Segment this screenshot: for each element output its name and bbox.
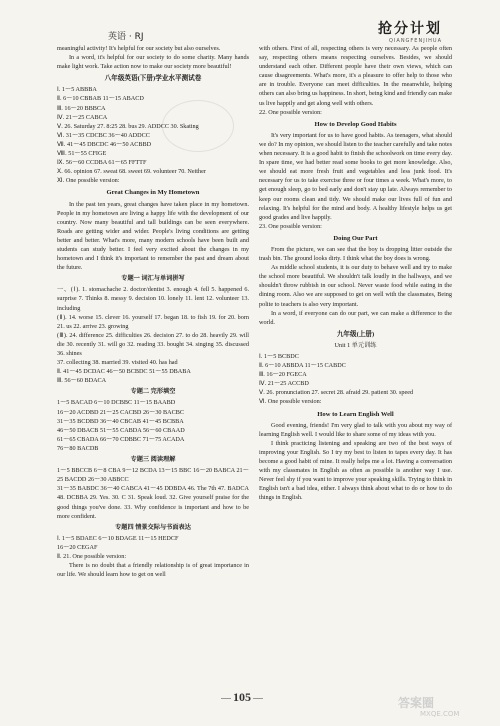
section-heading: Doing Our Part [333,234,378,242]
section-heading: Great Changes in My Hometown [106,189,200,197]
unit-heading: Unit 1 单元训练 [334,341,377,349]
right-column [259,44,452,503]
answer-paragraph: From the picture, we can see that the boy is dropping litter outside the trash bin. The ground looks dirty. I think what the boy does is wrong. [259,245,452,263]
answer-paragraph: As middle school students, it is our duty to behave well and try to make the school more beautiful. We shouldn't talk loudly in the hallways, and we shouldn't throw rubbish in our school. Never waste food while eating in the dining room. Also we are supposed to get on well with the classmates, Being polite to teachers is also very important. [259,264,452,308]
answer-paragraph: 16～20 CEGAF [57,543,98,551]
answer-paragraph: 37. collecting 38. married 39. visited 40. has had [57,359,178,367]
answer-paragraph: Ⅲ. 16～20 FGECA [259,371,307,379]
answer-paragraph: It's very important for us to have good habits. As teenagers, what should we do? In my opinion, we should listen to the teacher carefully and take notes when necessary. It is a good habit to finish the schoolwork on time every day. In spare time, we had better read some books to get more knowledge. Also, we should eat more fresh fruit and vegetables and less junk food. It's necessary for us to take exercise three or four times a week. What's more, to get enough sleep, go to bed early and don't stay up late. Always remember to keep our rooms clean and tidy. We should make our lives full of fun and relaxing. It's helpful for the mind and body. A healthy lifestyle helps us get good grades and live happily. [259,131,452,221]
brand-subtitle: QIANGFENJIHUA [388,38,442,44]
answer-paragraph: 1～5 BACAD 6～10 DCBBC 11～15 BAABD [57,399,176,407]
answer-paragraph: Ⅴ. 26. pronunciation 27. secret 28. afraid 29. patient 30. speed [259,389,414,397]
answer-paragraph: 31～35 BCDBD 36～40 CBCAB 41～45 BCBBA [57,417,184,425]
header-brand [378,18,442,44]
answer-paragraph: Good evening, friends! I'm very glad to talk with you about my way of learning English well. I would like to share some of my ideas with you. [259,421,452,438]
answer-paragraph: Ⅹ. 66. opinion 67. sweat 68. sweet 69. volunteer 70. Neither [57,168,206,176]
header-subject: 英语 · RJ [108,32,144,42]
section-heading: How to Develop Good Habits [314,120,397,128]
answer-paragraph: (Ⅱ). 14. worse 15. clever 16. yourself 17. began 18. to fish 19. for 20. born 21. us 22. arrive 23. growing [57,313,249,330]
answer-paragraph: Ⅺ. One possible version: [57,177,120,185]
answer-paragraph: There is no doubt that a friendly relationship is of great importance in our life. We should learn how to get on well [57,562,249,579]
answer-paragraph: Ⅰ. 1～5 BCBDC [259,353,299,360]
topic-heading: 专题三 阅读理解 [130,456,176,464]
answer-paragraph: 23. One possible version: [259,222,322,230]
answer-paragraph: 46～50 DBACB 51～55 CABDA 56～60 CBAAD [57,426,185,434]
answer-paragraph: 一、(Ⅰ). 1. stomachache 2. doctor/dentist 3. enough 4. fell 5. happened 6. surprise 7. Thinks 8. messy 9. decision 10. lonely 11. lent 12. volunteer 13. including [57,286,249,312]
answer-paragraph: Ⅴ. 26. Saturday 27. 8:25 28. bus 29. ADDCC 30. Skating [57,122,199,130]
brand-title: 抢分计划 [378,21,442,37]
answer-paragraph: 1～5 BBCCB 6～8 CBA 9～12 BCDA 13～15 BBC 16～20 BABCA 21～25 BACDD 26～30 ABBCC [57,467,249,484]
answer-paragraph: Ⅶ. 41～45 DBCDC 46～50 ACBBD [57,140,152,148]
topic-heading: 专题一 词汇与单词拼写 [121,275,185,283]
answer-paragraph: Ⅲ. 56～60 BDACA [57,377,107,385]
answer-paragraph: Ⅱ. 6～10 CBBAB 11～15 ABACD [57,95,144,103]
section-heading: 八年级英语(下册)学业水平测试卷 [104,75,202,83]
answer-paragraph: Ⅵ. 31～35 CDCBC 36～40 ADDCC [57,131,150,139]
answer-paragraph: In a word, if everyone can do our part, we can make a difference to the world. [259,309,452,326]
answer-paragraph: Ⅱ. 6～10 ABBDA 11～15 CABDC [259,362,346,370]
topic-heading: 专题二 完形填空 [130,388,176,396]
answer-paragraph: Ⅳ. 21～25 CABCA [57,113,108,121]
answer-paragraph: 61～65 CBADA 66～70 CDBBC 71～75 ACADA [57,435,185,443]
answer-paragraph: Ⅳ. 21～25 ACCBD [259,380,309,388]
answer-paragraph: Ⅱ. 21. One possible version: [57,552,127,560]
answer-paragraph: Ⅰ. 1～5 ABBBA [57,86,97,94]
watermark: 答案圈 [398,696,435,710]
answer-paragraph: Ⅵ. One possible version: [259,398,322,406]
answer-paragraph: Ⅰ. 1～5 BDAEC 6～10 BDAGE 11～15 HEDCF [57,534,179,542]
answer-paragraph: with others. First of all, respecting others is very necessary. As people often say, respecting others means respecting ourselves. Besides, we should understand each other. Different people have their own views, which can cause disagreements. What's more, it's a pleasure to offer help to those who are in trouble. Everyone can meet difficulties. In the meanwhile, helping others can also bring us happiness. In short, being kind and friendly can make us live happily and get along well with others. [259,45,452,107]
section-heading: How to Learn English Well [317,410,394,418]
answer-paragraph: Ⅸ. 56～60 CCDBA 61～65 FFTTF [57,159,147,167]
answer-paragraph: 22. One possible version: [259,108,322,116]
answer-paragraph: Ⅷ. 51～55 CFIGE [57,150,107,158]
answer-paragraph: I think practicing listening and speaking are two of the best ways of improving your English. So I try my best to listen to tapes every day. It has become a good habit of mine. It really helps me a lot. Having a conversation with my classmates in English as often as possible is another way I use. Never feel shy if you want to improve your speaking skills. Trying to think in English isn't a bad idea, either. I always think about what to do or how to do things in English. [259,439,452,502]
answer-paragraph: (Ⅲ). 24. difference 25. difficulties 26. decision 27. to do 28. heavily 29. will die 30. recently 31. will go 32. reading 33. bought 34. singing 35. discussed 36. shines [57,331,249,357]
answer-paragraph: Ⅲ. 16～20 BBBCA [57,104,106,112]
answer-paragraph: 16～20 ACDBD 21～25 CACBD 26～30 BACBC [57,408,185,416]
answer-paragraph: 31～35 BABDC 36～40 CABCA 41～45 DDBDA 46. The 7th 47. BADCA 48. DCBBA 29. Yes. 30. C 31. Speak loud. 32. Give yourself praise for the good things you've done. 33. Why confidence is important and how to be more confident. [57,485,249,520]
answer-paragraph: meaningful activity! It's helpful for our society but also ourselves. [57,45,221,52]
watermark-url: MXQE.COM [420,710,460,718]
answer-paragraph: In a word, it's helpful for our society to do some charity. Many hands make light work. Take action now to make our society more beautiful! [57,54,249,71]
answer-paragraph: In the past ten years, great changes have taken place in my hometown. People in my hometown are living a happy life with the development of our country. Now many beautiful and tall buildings can be seen everywhere. Roads are getting wider and wider. People's living conditions are getting better and better. What's more, many modern schools have been built and students can study better. I feel very excited about the changes in my hometown and I think it's important to remember the past and dream about the future. [57,200,249,272]
section-heading: 九年级(上册) [336,330,375,338]
page-number: 105 [233,690,251,704]
answer-paragraph: Ⅱ. 41～45 DCDAC 46～50 BCBDC 51～55 DBABA [57,368,191,376]
answer-paragraph: 76～80 BACDB [57,444,99,452]
topic-heading: 专题四 情景交际与书面表达 [115,523,191,531]
left-column [57,44,249,579]
